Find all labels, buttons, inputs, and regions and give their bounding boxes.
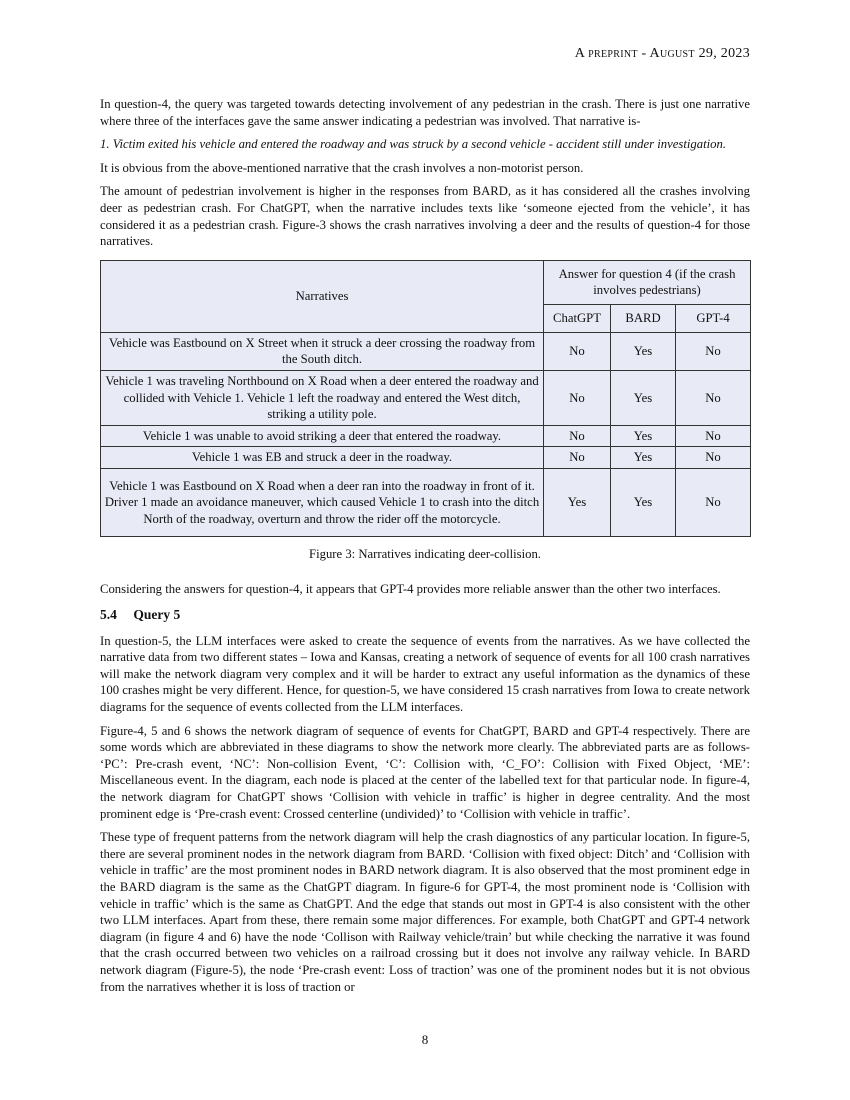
- paragraph-non-motorist: It is obvious from the above-mentioned narrative that the crash involves a non-motorist person.: [100, 160, 584, 175]
- section-number: 5.4: [100, 607, 117, 623]
- bard-answer: Yes: [611, 425, 676, 447]
- narrative-cell: Vehicle 1 was EB and struck a deer in the roadway.: [101, 447, 544, 469]
- paragraph-frequent-patterns: These type of frequent patterns from the network diagram will help the crash diagnostics of any particular location. In figure-5, there are several prominent nodes in the network diagram from BARD. ‘Collision with fixed object: Ditch’ and ‘Collision with vehicle in traffic’ are the most prominent nodes in BARD network diagram. It is also observed that the most prominent edge in the BARD diagram is the same as the ChatGPT diagram. In figure-6 for GPT-4, the most prominent node is ‘Collision with vehicle in traffic’ which is the same as ChatGPT. And the edge that stands out most in GPT-4 is also consistent with the other two LLM interfaces. Apart from these, there remain some major differences. For example, both ChatGPT and GPT-4 network diagram (in figure 4 and 6) have the node ‘Collison with Railway vehicle/train’ but while checking the narrative it was found that the crash occurred between two vehicles on a railroad crossing but it does not involve any railway vehicle. In BARD network diagram (Figure-5), the node ‘Pre-crash event: Loss of traction’ was one of the prominent nodes but it is not obvious from the narratives whether it is loss of traction or: [100, 830, 750, 994]
- narrative-cell: Vehicle 1 was traveling Northbound on X Road when a deer entered the roadway and collided with Vehicle 1. Vehicle 1 left the roadway and entered the West ditch, striking a utility pole.: [101, 370, 544, 425]
- paragraph-question5-intro: In question-5, the LLM interfaces were asked to create the sequence of events from the narratives. As we have collected the narrative data from two different states – Iowa and Kansas, creating a network of sequence of events for all 100 crash narratives will make the network diagram very complex and it will be harder to extract any useful information as the dynamics of these 100 crashes might be very different. Hence, for question-5, we have considered 15 crash narratives from Iowa to create network diagrams for the sequence of events collected from the LLM interfaces.: [100, 633, 750, 715]
- header-gpt4: GPT-4: [676, 304, 751, 332]
- quoted-narrative: 1. Victim exited his vehicle and entered the roadway and was struck by a second vehicle - accident still under investigation.: [100, 137, 726, 152]
- page-body: [100, 96, 750, 1002]
- figure-3: [100, 260, 750, 563]
- chatgpt-answer: No: [544, 370, 611, 425]
- paragraph-gpt4-reliable: Considering the answers for question-4, it appears that GPT-4 provides more reliable answer than the other two interfaces.: [100, 581, 721, 596]
- table-row: [101, 370, 751, 425]
- section-title: Query 5: [133, 607, 181, 623]
- chatgpt-answer: No: [544, 425, 611, 447]
- running-title: A preprint - August 29, 2023: [574, 46, 750, 61]
- running-header: [575, 46, 750, 62]
- gpt4-answer: No: [676, 425, 751, 447]
- gpt4-answer: No: [676, 370, 751, 425]
- paragraph-network-diagrams: Figure-4, 5 and 6 shows the network diagram of sequence of events for ChatGPT, BARD and GPT-4 respectively. There are some words which are abbreviated in these diagrams to show the network more clearly. The abbreviated parts are as follows- ‘PC’: Pre-crash event, ‘NC’: Non-collision Event, ‘C’: Collision with, ‘C_FO’: Collision with Fixed Object, ‘ME’: Miscellaneous event. In the diagram, each node is placed at the center of the labelled text for that particular node. In figure-4, the network diagram for ChatGPT shows ‘Collision with vehicle in traffic’ is higher in degree centrality. And the most prominent edge is ‘Pre-crash event: Crossed centerline (undivided)’ to ‘Collision with vehicle in traffic’.: [100, 723, 750, 821]
- narrative-cell: Vehicle 1 was unable to avoid striking a deer that entered the roadway.: [101, 425, 544, 447]
- header-narratives: Narratives: [101, 260, 544, 332]
- narrative-cell: Vehicle was Eastbound on X Street when it struck a deer crossing the roadway from the South ditch.: [101, 332, 544, 370]
- gpt4-answer: No: [676, 468, 751, 536]
- paragraph-question4-intro: In question-4, the query was targeted towards detecting involvement of any pedestrian in the crash. There is just one narrative where three of the interfaces gave the same answer indicating a pedestrian was involved. That narrative is-: [100, 97, 750, 128]
- page-footer: [0, 1032, 850, 1048]
- table-row: [101, 447, 751, 469]
- narrative-cell: Vehicle 1 was Eastbound on X Road when a deer ran into the roadway in front of it. Driver 1 made an avoidance maneuver, which caused Vehicle 1 to crash into the ditch North of the roadway, overturn and throw the rider off the motorcycle.: [101, 468, 544, 536]
- page-number: 8: [421, 1032, 429, 1047]
- header-chatgpt: ChatGPT: [544, 304, 611, 332]
- bard-answer: Yes: [611, 447, 676, 469]
- table-row: [101, 332, 751, 370]
- gpt4-answer: No: [676, 447, 751, 469]
- bard-answer: Yes: [611, 332, 676, 370]
- bard-answer: Yes: [611, 370, 676, 425]
- chatgpt-answer: Yes: [544, 468, 611, 536]
- paragraph-pedestrian-involvement: The amount of pedestrian involvement is higher in the responses from BARD, as it has considered all the crashes involving deer as pedestrian crash. For ChatGPT, when the narrative includes texts like ‘someone ejected from the vehicle’, it has considered it as a pedestrian crash. Figure-3 shows the crash narratives involving a deer and the results of question-4 for those narratives.: [100, 184, 750, 249]
- header-bard: BARD: [611, 304, 676, 332]
- chatgpt-answer: No: [544, 332, 611, 370]
- header-answer-question4: Answer for question 4 (if the crash involves pedestrians): [544, 260, 751, 304]
- figure-3-caption: Figure 3: Narratives indicating deer-collision.: [309, 546, 541, 561]
- bard-answer: Yes: [611, 468, 676, 536]
- table-row: [101, 468, 751, 536]
- deer-collision-table: [100, 260, 751, 537]
- section-heading: [100, 607, 750, 624]
- gpt4-answer: No: [676, 332, 751, 370]
- table-row: [101, 425, 751, 447]
- chatgpt-answer: No: [544, 447, 611, 469]
